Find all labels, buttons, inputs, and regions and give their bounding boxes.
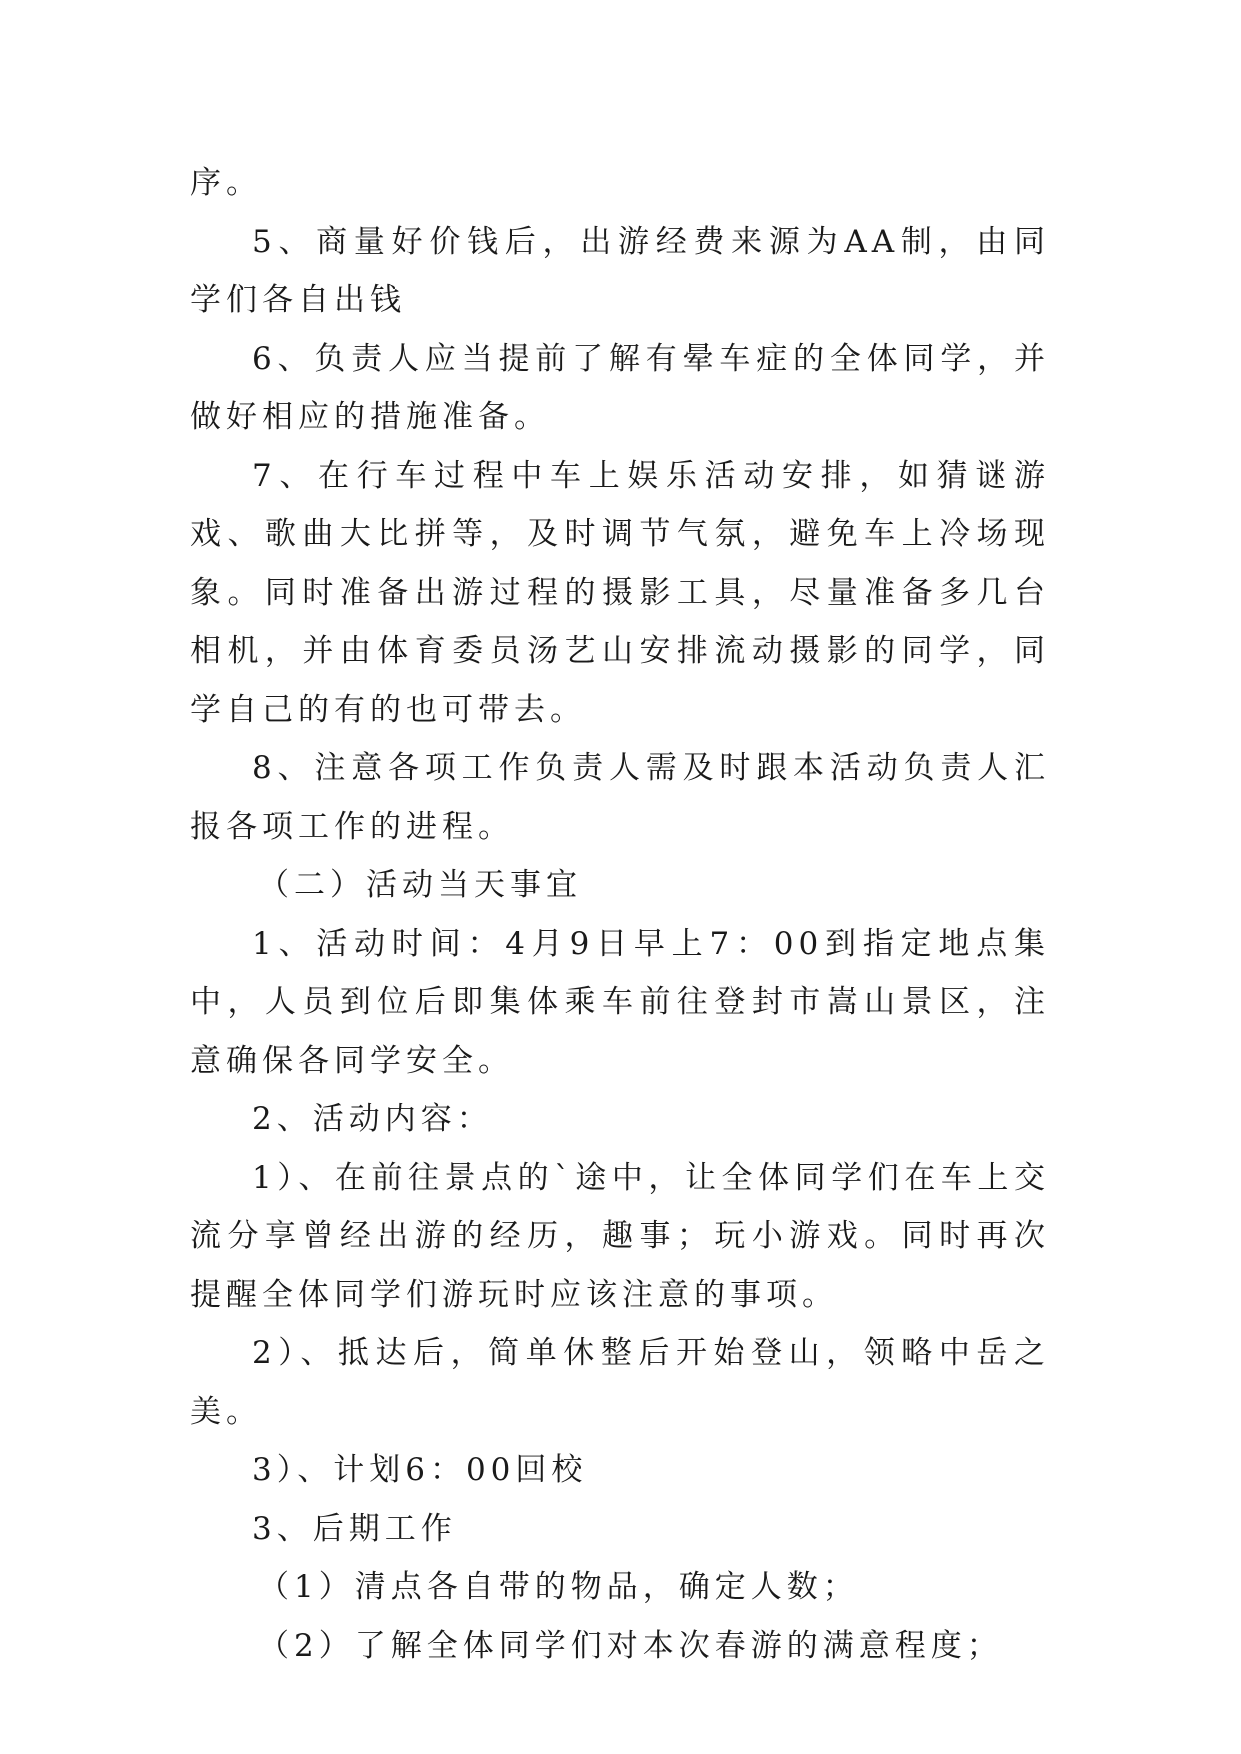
paragraph-item-6: 6、负责人应当提前了解有晕车症的全体同学，并做好相应的措施准备。	[190, 340, 1050, 435]
paragraph-later-work: 3、后期工作	[252, 1510, 457, 1547]
document-body	[190, 154, 1050, 1675]
paragraph-item-7: 7、在行车过程中车上娱乐活动安排，如猜谜游戏、歌曲大比拼等，及时调节气氛，避免车上冷场现象。同时准备出游过程的摄影工具，尽量准备多几台相机，并由体育委员汤艺山安排流动摄影的同学，同学自己的有的也可带去。	[190, 457, 1050, 728]
paragraph-item-5: 5、商量好价钱后，出游经费来源为AA制，由同学们各自出钱	[190, 223, 1050, 318]
paragraph-subitem-1: 1）、在前往景点的`途中，让全体同学们在车上交流分享曾经出游的经历，趣事；玩小游戏。同时再次提醒全体同学们游玩时应该注意的事项。	[190, 1159, 1050, 1313]
paragraph-activity-time: 1、活动时间：4月9日早上7：00到指定地点集中，人员到位后即集体乘车前往登封市嵩山景区，注意确保各同学安全。	[190, 925, 1050, 1079]
paragraph-subitem-3: 3）、计划6：00回校	[252, 1452, 588, 1488]
paragraph-subitem-2: 2）、抵达后，简单休整后开始登山，领略中岳之美。	[190, 1335, 1050, 1430]
paragraph-later-work-1: （1）清点各自带的物品，确定人数；	[258, 1569, 859, 1605]
paragraph-later-work-2: （2）了解全体同学们对本次春游的满意程度；	[258, 1627, 1003, 1664]
paragraph-activity-content: 2、活动内容：	[252, 1101, 493, 1137]
section-heading-activity-day: （二）活动当天事宜	[258, 867, 582, 903]
paragraph-item-8: 8、注意各项工作负责人需及时跟本活动负责人汇报各项工作的进程。	[190, 750, 1050, 845]
paragraph-continuation: 序。	[190, 165, 262, 201]
